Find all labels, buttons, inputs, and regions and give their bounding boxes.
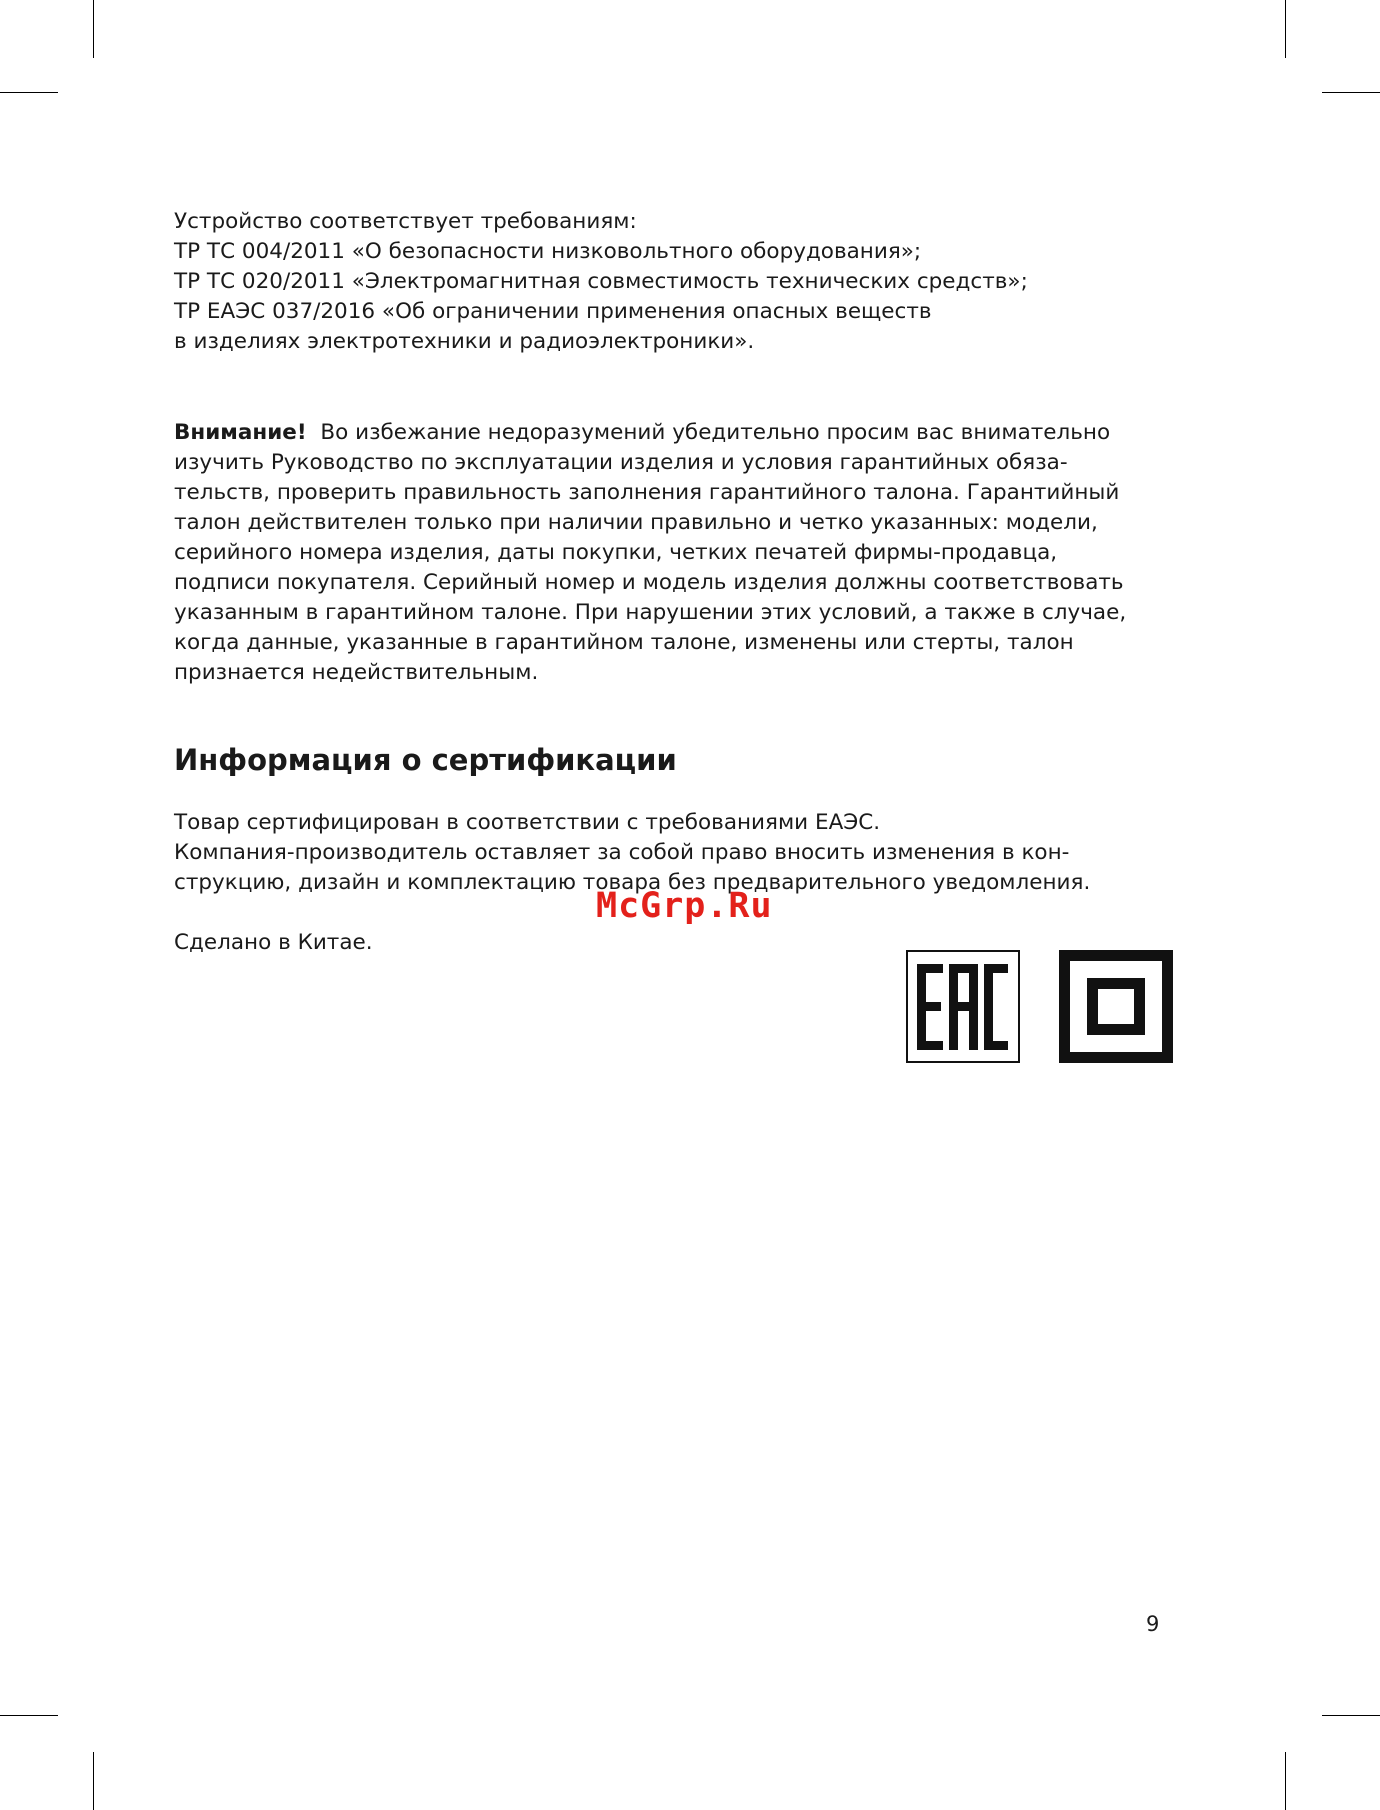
eac-mark-icon [906,950,1020,1063]
attention-line-text: Во избежание недоразумений убедительно просим вас внимательно [320,420,1111,445]
requirements-line: ТР ЕАЭС 037/2016 «Об ограничении применения опасных веществ [174,299,932,324]
requirements-line: ТР ТС 020/2011 «Электромагнитная совместимость технических средств»; [174,269,1028,294]
attention-line: серийного номера изделия, даты покупки, четких печатей фирмы-продавца, [174,540,1058,565]
requirements-block [174,207,1028,357]
certification-text [174,808,1090,898]
requirements-line: в изделиях электротехники и радиоэлектроники». [174,329,755,354]
double-insulation-icon [1059,950,1173,1063]
page-number: 9 [1146,1612,1160,1636]
watermark-text: McGrp.Ru [596,886,773,926]
crop-mark-bottom-left-vertical [93,1752,94,1810]
attention-block [174,418,1126,688]
crop-mark-bottom-left-horizontal [0,1715,58,1716]
attention-lead: Внимание! [174,420,307,445]
attention-line [174,418,1126,448]
crop-mark-top-right-horizontal [1322,92,1380,93]
attention-line: изучить Руководство по эксплуатации изделия и условия гарантийных обяза- [174,450,1068,475]
attention-line: талон действителен только при наличии правильно и четко указанных: модели, [174,510,1098,535]
crop-mark-bottom-right-horizontal [1322,1715,1380,1716]
requirements-line: ТР ТС 004/2011 «О безопасности низковольтного оборудования»; [174,239,922,264]
certification-line: Компания-производитель оставляет за собой право вносить изменения в кон- [174,840,1070,865]
certification-heading: Информация о сертификации [174,743,677,777]
requirements-line: Устройство соответствует требованиям: [174,209,637,234]
crop-mark-top-left-vertical [93,0,94,58]
crop-mark-top-right-vertical [1285,0,1286,58]
attention-line: подписи покупателя. Серийный номер и модель изделия должны соответствовать [174,570,1124,595]
certification-line: струкцию, дизайн и комплектацию товара без предварительного уведомления. [174,870,1091,895]
crop-mark-bottom-right-vertical [1285,1752,1286,1810]
certification-line: Товар сертифицирован в соответствии с требованиями ЕАЭС. [174,810,881,835]
made-in-text: Сделано в Китае. [174,930,373,955]
attention-line: указанным в гарантийном талоне. При нарушении этих условий, а также в случае, [174,600,1127,625]
attention-line: тельств, проверить правильность заполнения гарантийного талона. Гарантийный [174,480,1120,505]
attention-line: когда данные, указанные в гарантийном талоне, изменены или стерты, талон [174,630,1074,655]
attention-line: признается недействительным. [174,660,539,685]
crop-mark-top-left-horizontal [0,92,58,93]
